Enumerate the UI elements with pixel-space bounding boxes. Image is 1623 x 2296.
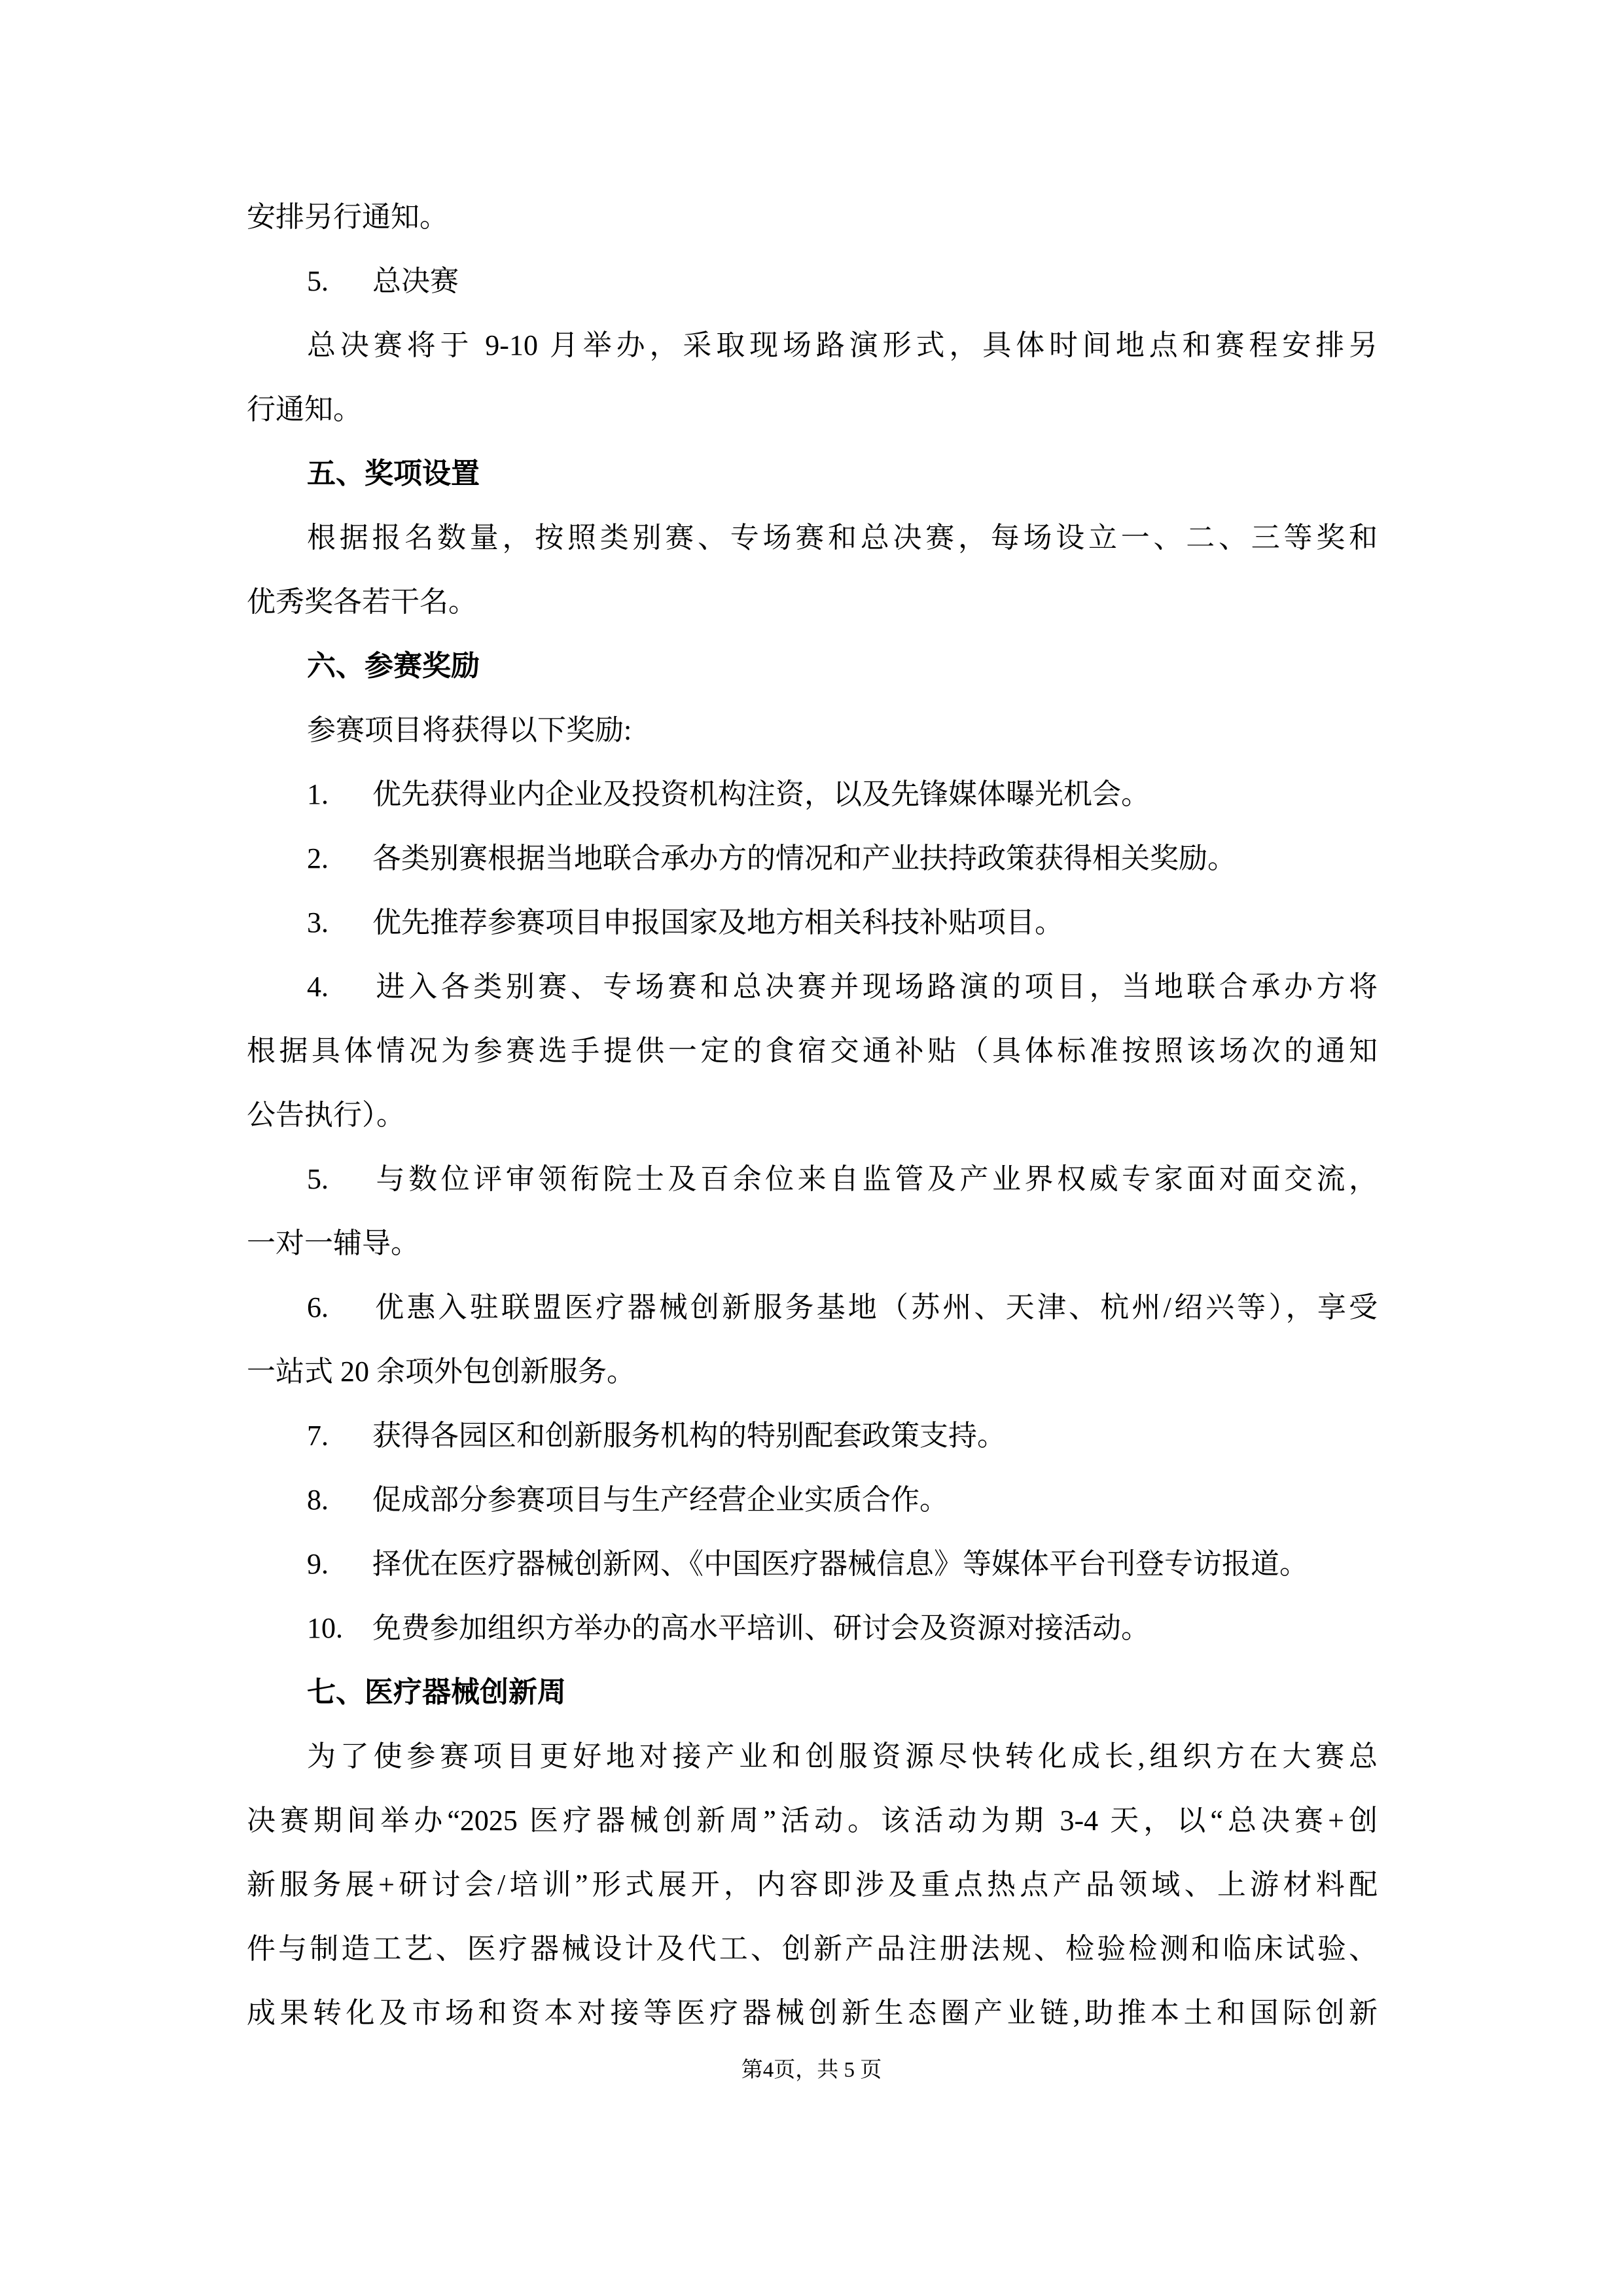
list-item: 8. 促成部分参赛项目与生产经营企业实质合作。 xyxy=(247,1468,1378,1532)
item-number: 3. xyxy=(307,906,329,939)
list-item: 2. 各类别赛根据当地联合承办方的情况和产业扶持政策获得相关奖励。 xyxy=(247,827,1378,891)
list-item: 1. 优先获得业内企业及投资机构注资，以及先锋媒体曝光机会。 xyxy=(247,762,1378,827)
list-item: 7. 获得各园区和创新服务机构的特别配套政策支持。 xyxy=(247,1404,1378,1468)
section-heading: 七、医疗器械创新周 xyxy=(307,1676,566,1708)
list-item: 10. 免费参加组织方举办的高水平培训、研讨会及资源对接活动。 xyxy=(247,1596,1378,1660)
item-number: 5. xyxy=(307,265,329,297)
text-line: 总决赛将于 9-10 月举办，采取现场路演形式，具体时间地点和赛程安排另 xyxy=(307,329,1378,361)
text-line: 安排另行通知。 xyxy=(247,201,448,233)
text-line: 成果转化及市场和资本对接等医疗器械创新生态圈产业链,助推本土和国际创新 xyxy=(247,1997,1378,2029)
text-line: 行通知。 xyxy=(247,393,362,425)
text-line: 决赛期间举办“2025 医疗器械创新周”活动。该活动为期 3-4 天，以“总决赛+创 xyxy=(247,1804,1378,1837)
list-item: 4. 进入各类别赛、专场赛和总决赛并现场路演的项目，当地联合承办方将 xyxy=(247,955,1378,1019)
item-number: 1. xyxy=(307,778,329,810)
page-footer: 第4页，共 5 页 xyxy=(741,2058,882,2082)
text-line: 一对一辅导。 xyxy=(247,1227,419,1259)
list-item: 6. 优惠入驻联盟医疗器械创新服务基地（苏州、天津、杭州/绍兴等），享受 xyxy=(247,1276,1378,1340)
text-line: 一站式 20 余项外包创新服务。 xyxy=(247,1355,635,1388)
page-body xyxy=(247,185,1378,2045)
list-item: 9. 择优在医疗器械创新网、《中国医疗器械信息》等媒体平台刊登专访报道。 xyxy=(247,1532,1378,1596)
section-heading: 六、参赛奖励 xyxy=(307,650,480,682)
text-line: 件与制造工艺、医疗器械设计及代工、创新产品注册法规、检验检测和临床试验、 xyxy=(247,1933,1378,1965)
text-line: 参赛项目将获得以下奖励: xyxy=(307,714,632,746)
text-line: 根据报名数量，按照类别赛、专场赛和总决赛，每场设立一、二、三等奖和 xyxy=(307,522,1378,554)
text-line: 为了使参赛项目更好地对接产业和创服资源尽快转化成长,组织方在大赛总 xyxy=(307,1740,1378,1772)
text-line: 根据具体情况为参赛选手提供一定的食宿交通补贴（具体标准按照该场次的通知 xyxy=(247,1035,1378,1067)
text-line: 公告执行）。 xyxy=(247,1099,405,1131)
text-line: 优秀奖各若干名。 xyxy=(247,586,477,618)
section-heading: 五、奖项设置 xyxy=(307,457,480,490)
text-line: 新服务展+研讨会/培训”形式展开，内容即涉及重点热点产品领域、上游材料配 xyxy=(247,1869,1378,1901)
item-number: 7. xyxy=(307,1420,329,1452)
list-item: 3. 优先推荐参赛项目申报国家及地方相关科技补贴项目。 xyxy=(247,891,1378,955)
item-number: 8. xyxy=(307,1484,329,1516)
item-number: 10. xyxy=(307,1612,343,1644)
item-number: 5. xyxy=(307,1163,329,1195)
item-number: 2. xyxy=(307,842,329,874)
list-item: 5. 总决赛 xyxy=(247,249,1378,314)
list-item: 5. 与数位评审领衔院士及百余位来自监管及产业界权威专家面对面交流， xyxy=(247,1147,1378,1211)
item-number: 4. xyxy=(307,971,329,1003)
item-number: 9. xyxy=(307,1548,329,1580)
item-number: 6. xyxy=(307,1291,329,1323)
